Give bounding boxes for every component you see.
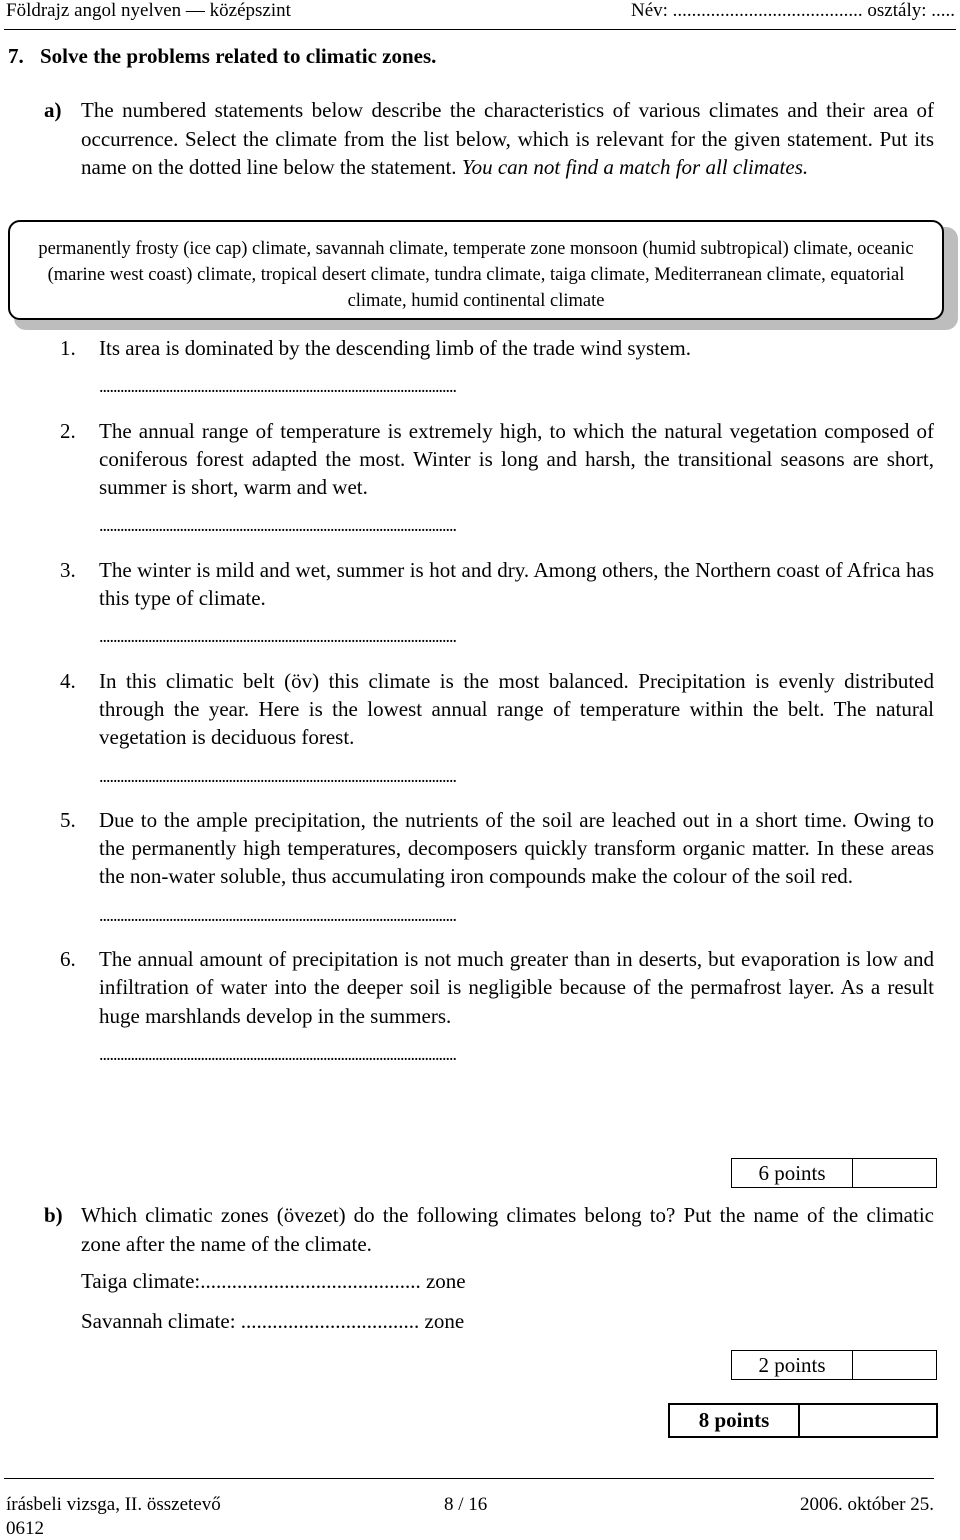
statement-item xyxy=(60,417,934,540)
statement-item xyxy=(60,667,934,790)
statement-text: The annual amount of precipitation is not much greater than in deserts, but evaporation is low and infiltration of water into the deeper soil is negligible because of the permafrost layer. As a result huge marshlands develop in the summers. xyxy=(99,947,934,1028)
statement-item xyxy=(60,334,934,401)
statement-number: 5. xyxy=(60,807,76,832)
taiga-answer-line[interactable]: Taiga climate:.......................................... zone xyxy=(81,1269,466,1293)
page-header xyxy=(0,0,960,34)
statement-text: The annual range of temperature is extremely high, to which the natural vegetation composed of coniferous forest adapted the most. Winter is long and harsh, the transitional seasons are short, summer is short, warm and wet. xyxy=(99,418,934,500)
part-a-text: The numbered statements below describe the characteristics of various climates and their area of occurrence. Select the climate from the list below, which is relevant for the given statement. Put its name on the dotted line below the statement. xyxy=(81,98,934,179)
question-title xyxy=(8,44,436,69)
points-a-score-field[interactable] xyxy=(853,1159,936,1187)
points-total-score-field[interactable] xyxy=(800,1405,936,1436)
climate-list-box xyxy=(8,220,944,320)
answer-line-2[interactable]: ...................................................................................................... xyxy=(99,515,456,536)
part-a-label: a) xyxy=(44,98,62,122)
points-total-label: 8 points xyxy=(670,1405,800,1436)
savannah-answer-line[interactable]: Savannah climate: .................................. zone xyxy=(81,1309,465,1333)
points-a-label: 6 points xyxy=(732,1159,853,1187)
statement-number: 3. xyxy=(60,557,76,582)
points-box-total xyxy=(668,1403,938,1438)
part-a-text-block xyxy=(81,96,934,182)
part-a-note: You can not find a match for all climates. xyxy=(461,155,809,179)
answer-line-3[interactable]: ...................................................................................................... xyxy=(99,626,456,647)
points-b-score-field[interactable] xyxy=(853,1351,936,1379)
footer-code: 0612 xyxy=(6,1518,44,1539)
statement-item xyxy=(60,945,934,1068)
statement-text: In this climatic belt (öv) this climate is the most balanced. Precipitation is evenly distributed through the year. Here is the lowest annual range of temperature within the belt. The natural vegetation is deciduous forest. xyxy=(99,668,934,750)
footer-page-number: 8 / 16 xyxy=(444,1494,488,1515)
statement-number: 2. xyxy=(60,418,76,443)
statement-text: Due to the ample precipitation, the nutrients of the soil are leached out in a short time. Owing to the permanently high temperatures, decomposers quickly transform organic matter. In these areas the non-water soluble, thus accumulating iron compounds make the colour of the soil red. xyxy=(99,807,934,889)
footer-date: 2006. október 25. xyxy=(799,1494,934,1515)
question-title-text: Solve the problems related to climatic zones. xyxy=(40,44,437,68)
statement-item xyxy=(60,556,934,651)
header-name-class: Név: ........................................ osztály: ..... xyxy=(630,0,955,21)
statement-number: 4. xyxy=(60,668,76,693)
header-rule xyxy=(4,29,956,30)
statement-text: Its area is dominated by the descending limb of the trade wind system. xyxy=(99,336,691,360)
answer-line-6[interactable]: ...................................................................................................... xyxy=(99,1043,456,1064)
points-box-b xyxy=(731,1350,937,1380)
statement-number: 1. xyxy=(60,336,76,360)
question-number: 7. xyxy=(8,44,24,68)
statement-list xyxy=(60,334,934,1068)
points-box-a xyxy=(731,1158,937,1188)
footer-rule xyxy=(4,1478,934,1479)
part-b-text: Which climatic zones (övezet) do the following climates belong to? Put the name of the climatic zone after the name of the climate. xyxy=(81,1203,934,1256)
footer-exam-part: írásbeli vizsga, II. összetevő xyxy=(6,1494,221,1515)
part-b-label: b) xyxy=(44,1203,63,1227)
answer-line-4[interactable]: ...................................................................................................... xyxy=(99,765,456,786)
statement-item xyxy=(60,806,934,929)
answer-line-5[interactable]: ...................................................................................................... xyxy=(99,904,456,925)
part-b-instructions xyxy=(44,1201,934,1258)
points-b-label: 2 points xyxy=(732,1351,853,1379)
answer-line-1[interactable]: ...................................................................................................... xyxy=(99,376,456,397)
statement-text: The winter is mild and wet, summer is hot and dry. Among others, the Northern coast of Africa has this type of climate. xyxy=(99,557,934,611)
statement-number: 6. xyxy=(60,947,76,972)
part-a-instructions xyxy=(44,96,934,182)
header-subject: Földrajz angol nyelven — középszint xyxy=(6,0,291,21)
climate-list-text: permanently frosty (ice cap) climate, savannah climate, temperate zone monsoon (humid subtropical) climate, oceanic (marine west coast) climate, tropical desert climate, tundra climate, taiga climate, Mediterranean climate, equatorial climate, humid continental climate xyxy=(38,239,914,311)
